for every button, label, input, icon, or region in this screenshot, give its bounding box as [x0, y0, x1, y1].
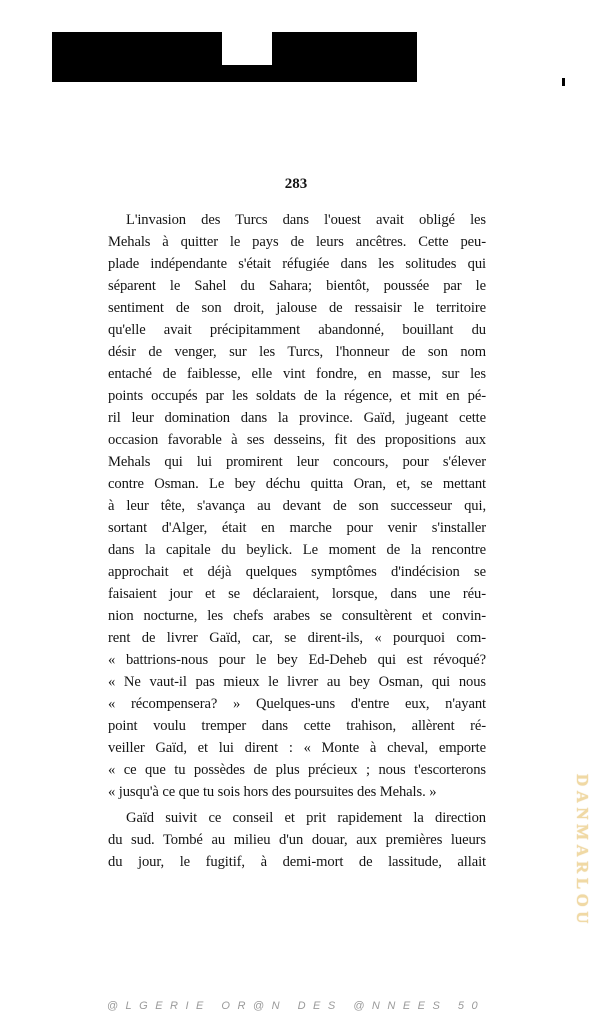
text-line: ril leur domination dans la province. Gaïd, jugeant cette [108, 410, 486, 426]
text-line: approchait et déjà quelques symptômes d'indécision se [108, 564, 486, 580]
text-line: rent de livrer Gaïd, car, se dirent-ils, « pourquoi com- [108, 630, 486, 646]
text-line: occasion favorable à ses desseins, fit des propositions aux [108, 432, 486, 448]
text-line: qu'elle avait précipitamment abandonné, bouillant du [108, 322, 486, 338]
text-line: points occupés par les soldats de la régence, et mit en pé- [108, 388, 486, 404]
text-line: désir de venger, sur les Turcs, l'honneur de son nom [108, 344, 486, 360]
body-text [108, 209, 486, 873]
text-line: entaché de faiblesse, elle vint fondre, en masse, sur les [108, 366, 486, 382]
text-line: à leur tête, s'avança au devant de son successeur qui, [108, 498, 486, 514]
text-line: plade indépendante s'était réfugiée dans les solitudes qui [108, 256, 486, 272]
text-line: « Ne vaut-il pas mieux le livrer au bey Osman, qui nous [108, 674, 486, 690]
text-line: L'invasion des Turcs dans l'ouest avait obligé les [126, 212, 486, 228]
page-number: 283 [284, 176, 308, 192]
text-line: faisaient jour et se déclaraient, lorsque, dans une réu- [108, 586, 486, 602]
text-line: « ce que tu possèdes de plus précieux ; nous t'escorterons [108, 762, 486, 778]
text-line: nion nocturne, les chefs arabes se consultèrent et convin- [108, 608, 486, 624]
edge-mark [562, 78, 565, 86]
text-line: du sud. Tombé au milieu d'un douar, aux premières lueurs [108, 832, 486, 848]
footer-watermark: @LGERIE OR@N DES @NNEES 50 [106, 1000, 486, 1012]
text-line: Mehals à quitter le pays de leurs ancêtres. Cette peu- [108, 234, 486, 250]
redaction-notch [222, 32, 272, 65]
text-line: veiller Gaïd, et lui dirent : « Monte à cheval, emporte [108, 740, 486, 756]
text-line: contre Osman. Le bey déchu quitta Oran, et, se mettant [108, 476, 486, 492]
text-line: « battrions-nous pour le bey Ed-Deheb qui est révoqué? [108, 652, 486, 668]
text-line: point voulu tremper dans cette trahison, allèrent ré- [108, 718, 486, 734]
side-watermark: DANMARLOU [573, 774, 592, 928]
text-line: Mehals qui lui promirent leur concours, pour s'élever [108, 454, 486, 470]
text-line: sortant d'Alger, était en marche pour venir s'installer [108, 520, 486, 536]
text-line: séparent le Sahel du Sahara; bientôt, poussée par le [108, 278, 486, 294]
text-line: du jour, le fugitif, à demi-mort de lassitude, allait [108, 854, 486, 870]
text-line: sentiment de son droit, jalouse de ressaisir le territoire [108, 300, 486, 316]
text-line: dans la capitale du beylick. Le moment de la rencontre [108, 542, 486, 558]
text-line: « jusqu'à ce que tu sois hors des poursuites des Mehals. » [108, 784, 437, 800]
text-line: Gaïd suivit ce conseil et prit rapidement la direction [126, 810, 486, 826]
text-line: « récompensera? » Quelques-uns d'entre eux, n'ayant [108, 696, 486, 712]
